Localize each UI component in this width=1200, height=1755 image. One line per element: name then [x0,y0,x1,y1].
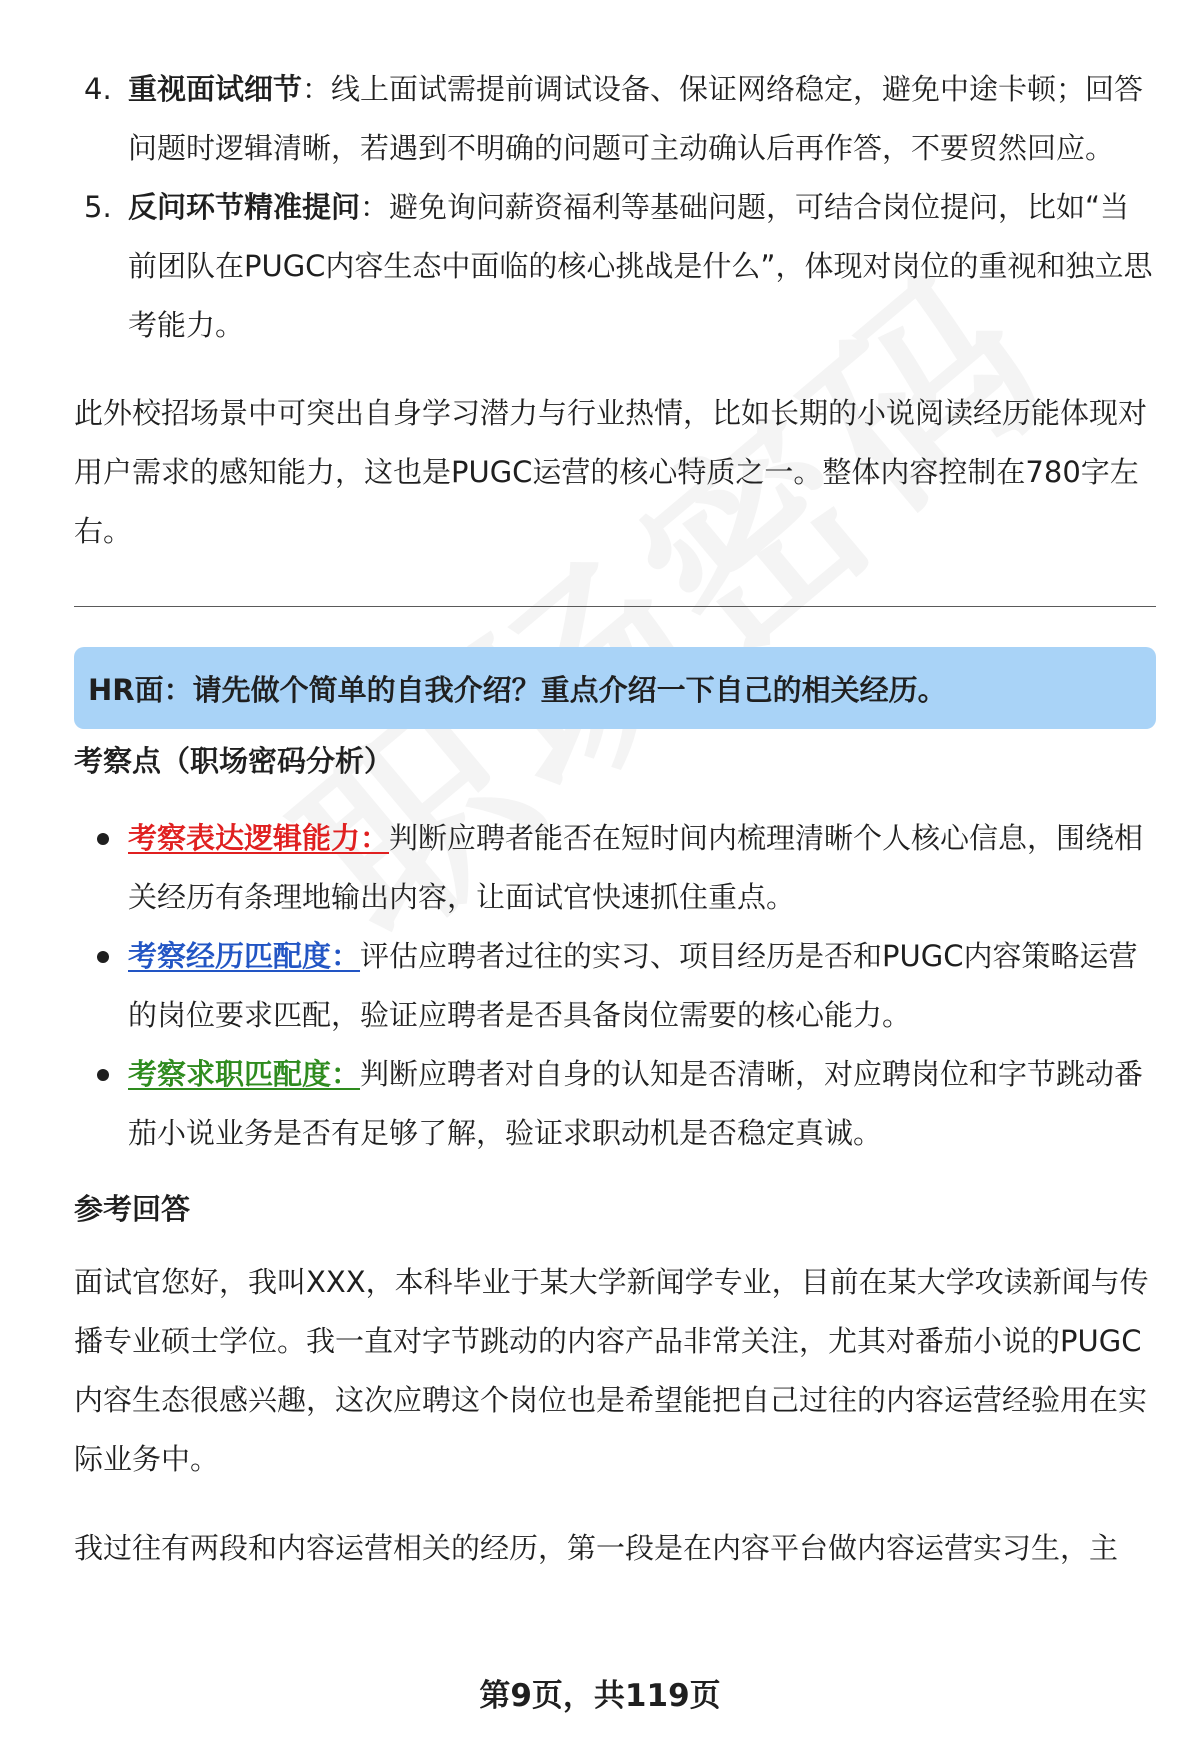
list-number: 4. [84,72,112,106]
tips-list [74,60,1156,355]
analysis-points [74,809,1156,1163]
bullet-icon [97,833,109,845]
list-item-title: 反问环节精准提问 [128,190,361,224]
list-item-body: ：线上面试需提前调试设备、保证网络稳定，避免中途卡顿；回答问题时逻辑清晰，若遇到不明确的问题可主动确认后再作答，不要贸然回应。 [128,72,1144,165]
bullet-icon [97,1069,109,1081]
answer-heading: 参考回答 [74,1192,191,1226]
bullet-icon [97,951,109,963]
point-keyword: 考察求职匹配度： [128,1057,361,1091]
answer-paragraph: 面试官您好，我叫XXX，本科毕业于某大学新闻学专业，目前在某大学攻读新闻与传播专业硕士学位。我一直对字节跳动的内容产品非常关注，尤其对番茄小说的PUGC内容生态很感兴趣，这次应聘这个岗位也是希望能把自己过往的内容运营经验用在实际业务中。 [74,1265,1149,1476]
list-item-title: 重视面试细节 [128,72,303,106]
point-keyword: 考察表达逻辑能力： [128,821,390,855]
section-divider [74,606,1156,607]
list-item [74,178,1156,355]
document-page [74,0,1156,1578]
analysis-heading: 考察点（职场密码分析） [74,744,394,778]
point-keyword: 考察经历匹配度： [128,939,361,973]
point-text: 判断应聘者对自身的认知是否清晰，对应聘岗位和字节跳动番茄小说业务是否有足够了解，验证求职动机是否稳定真诚。 [128,1057,1144,1150]
page-footer: 第9页，共119页 [479,1678,721,1714]
answer-paragraph: 我过往有两段和内容运营相关的经历，第一段是在内容平台做内容运营实习生，主 [74,1531,1119,1565]
list-number: 5. [84,190,112,224]
intro-paragraph: 此外校招场景中可突出自身学习潜力与行业热情，比如长期的小说阅读经历能体现对用户需求的感知能力，这也是PUGC运营的核心特质之一。整体内容控制在780字左右。 [74,396,1148,548]
list-item-body: ：避免询问薪资福利等基础问题，可结合岗位提问，比如“当前团队在PUGC内容生态中面临的核心挑战是什么”，体现对岗位的重视和独立思考能力。 [128,190,1153,342]
list-item [74,1045,1156,1163]
list-item [74,927,1156,1045]
point-text: 评估应聘者过往的实习、项目经历是否和PUGC内容策略运营的岗位要求匹配，验证应聘者是否具备岗位需要的核心能力。 [128,939,1138,1032]
point-text: 判断应聘者能否在短时间内梳理清晰个人核心信息，围绕相关经历有条理地输出内容，让面试官快速抓住重点。 [128,821,1144,914]
question-box: HR面：请先做个简单的自我介绍？重点介绍一下自己的相关经历。 [74,647,1156,729]
list-item [74,60,1156,178]
list-item [74,809,1156,927]
